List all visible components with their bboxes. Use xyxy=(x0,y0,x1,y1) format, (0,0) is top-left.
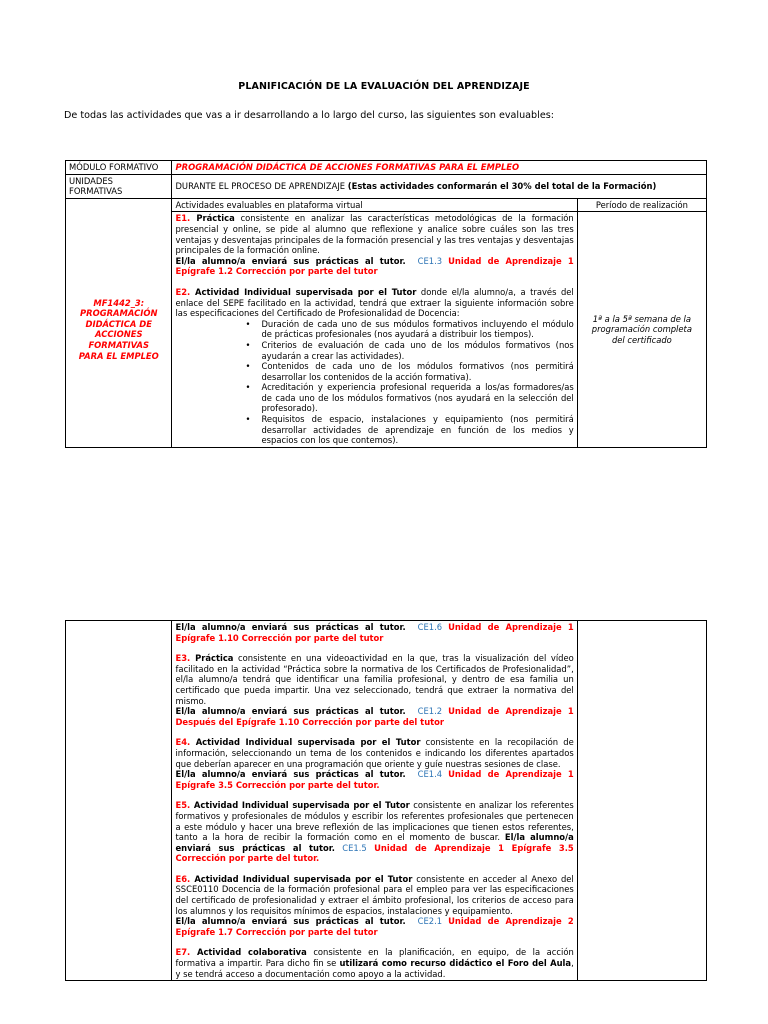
unidades-value-plain: DURANTE EL PROCESO DE APRENDIZAJE xyxy=(175,180,348,191)
e3-ref: Unidad de Aprendizaje 1 Después del Epígrafe 1.10 Corrección por parte del tutor xyxy=(175,706,574,727)
e1-send: El/la alumno/a enviará sus prácticas al tutor. xyxy=(175,255,406,266)
e2-bullet-list xyxy=(175,319,573,446)
module-name-cell: MF1442_3: PROGRAMACIÓN DIDÁCTICA DE ACCIONES FORMATIVAS PARA EL EMPLEO xyxy=(66,212,172,447)
e4-text: consistente en la recopilación de información, seleccionando un tema de los contenidos e indicando los diferentes apartados que deberían aparecer en una programación que oriente y guíe nuestras sesiones de clase. xyxy=(175,737,574,769)
e4-type: Actividad Individual supervisada por el Tutor xyxy=(195,737,421,748)
unidades-row xyxy=(66,174,707,198)
e1-type: Práctica xyxy=(196,213,235,224)
intro-text: De todas las actividades que vas a ir desarrollando a lo largo del curso, las siguientes son evaluables: xyxy=(64,110,554,121)
e6-ce: CE2.1 xyxy=(417,916,443,927)
column-header-row xyxy=(66,198,707,212)
e2-bullet: • Acreditación y experiencia profesional requerida a los/as formadores/as de cada uno de los módulos formativos (nos ayudará en la selección del profesorado). xyxy=(261,382,573,414)
activities-row xyxy=(66,212,707,447)
e7-tail: , y se tendrá acceso a documentación como apoyo a la actividad. xyxy=(175,958,574,979)
modulo-row xyxy=(66,161,707,175)
modulo-value: PROGRAMACIÓN DIDÁCTICA DE ACCIONES FORMATIVAS PARA EL EMPLEO xyxy=(172,161,707,175)
activity-e2 xyxy=(175,287,573,319)
e2-type: Actividad Individual supervisada por el Tutor xyxy=(195,286,417,297)
evaluation-table-top xyxy=(65,160,707,448)
col-periodo-header: Período de realización xyxy=(577,198,706,212)
e3-code: E3. xyxy=(175,653,196,664)
e1-footer xyxy=(175,256,573,277)
e7-bold-mid: utilizará como recurso didáctico el Foro del Aula xyxy=(339,958,572,969)
activity-e3 xyxy=(175,653,573,706)
activity-e4 xyxy=(175,737,573,769)
e2-bullet: • Criterios de evaluación de cada uno de los módulos formativos (nos ayudarán a crear las actividades). xyxy=(261,340,573,361)
e5-type: Actividad Individual supervisada por el Tutor xyxy=(193,800,410,811)
e6-ref: Unidad de Aprendizaje 2 Epígrafe 1.7 Corrección por parte del tutor xyxy=(175,916,574,937)
period-cell: 1ª a la 5ª semana de la programación completa del certificado xyxy=(577,212,706,447)
period-cell-continued xyxy=(577,621,706,981)
e6-send: El/la alumno/a enviará sus prácticas al tutor. xyxy=(175,916,406,927)
e3-send: El/la alumno/a enviará sus prácticas al tutor. xyxy=(175,706,406,717)
module-name-cell-continued xyxy=(66,621,172,981)
e1-ref: Unidad de Aprendizaje 1 Epígrafe 1.2 Corrección por parte del tutor xyxy=(175,255,574,277)
e5-code: E5. xyxy=(175,800,194,811)
evaluation-table-continued xyxy=(65,620,707,981)
e2-bullet: • Duración de cada uno de sus módulos formativos incluyendo el módulo de prácticas profesionales (nos ayudará a distribuir los tiempos). xyxy=(261,319,573,340)
e4-footer xyxy=(175,769,573,790)
modulo-label: MÓDULO FORMATIVO xyxy=(66,161,172,175)
activities-cell xyxy=(172,212,577,447)
e1-code: E1. xyxy=(175,213,197,224)
activity-e1 xyxy=(175,213,573,255)
e6-type: Actividad Individual supervisada por el Tutor xyxy=(194,873,413,884)
activity-e6 xyxy=(175,874,573,916)
e5-ref: Unidad de Aprendizaje 1 Epígrafe 3.5 Corrección por parte del tutor. xyxy=(175,842,574,864)
unidades-value-bold: (Estas actividades conformarán el 30% del total de la Formación) xyxy=(347,180,657,191)
e7-type: Actividad colaborativa xyxy=(196,947,307,958)
empty-header-cell xyxy=(66,198,172,212)
e6-footer xyxy=(175,916,573,937)
activity-e5 xyxy=(175,800,573,864)
e1-text: consistente en analizar las características metodológicas de la formación presencial y online, se pide al alumno que reflexione y analice sobre cuáles son las tres ventajas y desventajas principales de la formación presencial y las tres ventajas y desventajas principales de la formación online. xyxy=(175,213,574,256)
e4-ce: CE1.4 xyxy=(417,769,443,780)
e5-send: El/la alumno/a enviará sus prácticas al tutor. xyxy=(175,832,574,853)
e6-code: E6. xyxy=(175,873,195,884)
e4-send: El/la alumno/a enviará sus prácticas al tutor. xyxy=(175,769,406,780)
e2-code: E2. xyxy=(175,286,195,297)
e3-type: Práctica xyxy=(195,653,234,664)
e3-footer xyxy=(175,706,573,727)
e2-text: donde el/la alumno/a, a través del enlace del SEPE facilitado en la actividad, tendrá que extraer la siguiente información sobre las especificaciones del Certificado de Profesionalidad de Docencia: xyxy=(175,286,574,319)
e4-code: E4. xyxy=(175,737,196,748)
e2-ce: CE1.6 xyxy=(417,622,443,632)
activity-e7 xyxy=(175,947,573,979)
e2-bullet: • Requisitos de espacio, instalaciones y equipamiento (nos permitirá desarrollar actividades de aprendizaje en función de los medios y espacios con los que contemos). xyxy=(261,414,573,446)
col-actividades-header: Actividades evaluables en plataforma virtual xyxy=(172,198,577,212)
e2-bullet: • Contenidos de cada uno de los módulos formativos (nos permitirá desarrollar los contenidos de la acción formativa). xyxy=(261,361,573,382)
activities-row-continued xyxy=(66,621,707,981)
e2-send: El/la alumno/a enviará sus prácticas al tutor. xyxy=(175,622,406,632)
activities-cell-continued xyxy=(172,621,577,981)
e1-ce: CE1.3 xyxy=(417,255,443,266)
e5-text: consistente en analizar los referentes formativos y profesionales de módulos y escribir los referentes profesionales que pertenecen a este módulo y hacer una breve reflexión de las implicaciones que tienen estos referentes, tanto a la hora de recibir la formación como en el momento de buscar. xyxy=(175,800,574,843)
unidades-value xyxy=(172,174,707,198)
e7-code: E7. xyxy=(175,947,197,958)
e3-ce: CE1.2 xyxy=(417,706,443,717)
unidades-label: UNIDADES FORMATIVAS xyxy=(66,174,172,198)
e2-ref: Unidad de Aprendizaje 1 Epígrafe 1.10 Corrección por parte del tutor xyxy=(175,622,574,643)
e5-ce: CE1.5 xyxy=(342,842,367,853)
e6-text: consistente en acceder al Anexo del SSCE0110 Docencia de la formación profesional para el empleo para ver las especificaciones del certificado de profesionalidad y extraer el ámbito profesional, los criterios de acceso para los alumnos y los requisitos mínimos de espacios, instalaciones y equipamiento. xyxy=(175,873,574,916)
e7-text: consistente en la planificación, en equipo, de la acción formativa a impartir. Para dicho fin se xyxy=(175,947,574,969)
e2-footer xyxy=(175,622,573,643)
e3-text: consistente en una videoactividad en la que, tras la visualización del vídeo facilitado en la actividad “Práctica sobre la normativa de los Certificados de Profesionalidad”, el/la alumno/a tendrá que identificar una familia profesional, y dentro de esa familia un certificado que pueda impartir. Una vez seleccionado, tendrá que extraer la normativa del mismo. xyxy=(175,653,574,706)
page-title: PLANIFICACIÓN DE LA EVALUACIÓN DEL APRENDIZAJE xyxy=(238,81,530,92)
e4-ref: Unidad de Aprendizaje 1 Epígrafe 3.5 Corrección por parte del tutor. xyxy=(175,769,574,790)
